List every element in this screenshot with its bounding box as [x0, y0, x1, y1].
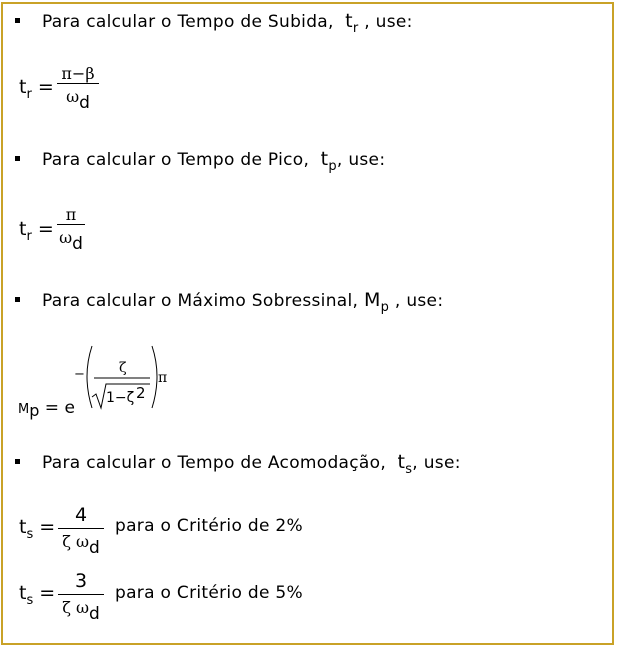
bullet-icon	[15, 459, 20, 464]
bullet-peak-time: Para calcular o Tempo de Pico, $t_p$, use:	[15, 148, 385, 174]
svg-text:1−ζ: 1−ζ	[106, 390, 135, 406]
bullet-icon	[15, 18, 20, 23]
bullet-icon	[15, 297, 20, 302]
svg-text:π: π	[158, 370, 168, 386]
bullet-rise-time: Para calcular o Tempo de Subida, $t_r$ , use:	[15, 10, 413, 36]
svg-text:2: 2	[136, 384, 146, 402]
bullet-overshoot: Para calcular o Máximo Sobressinal, $M_p$ , use:	[15, 289, 443, 315]
svg-text:−: −	[74, 367, 85, 382]
bullet-icon	[15, 156, 20, 161]
overshoot-exponent	[72, 342, 182, 414]
svg-text:ζ: ζ	[119, 360, 127, 376]
bullet-settling-time: Para calcular o Tempo de Acomodação, $t_s$, use:	[15, 451, 461, 477]
